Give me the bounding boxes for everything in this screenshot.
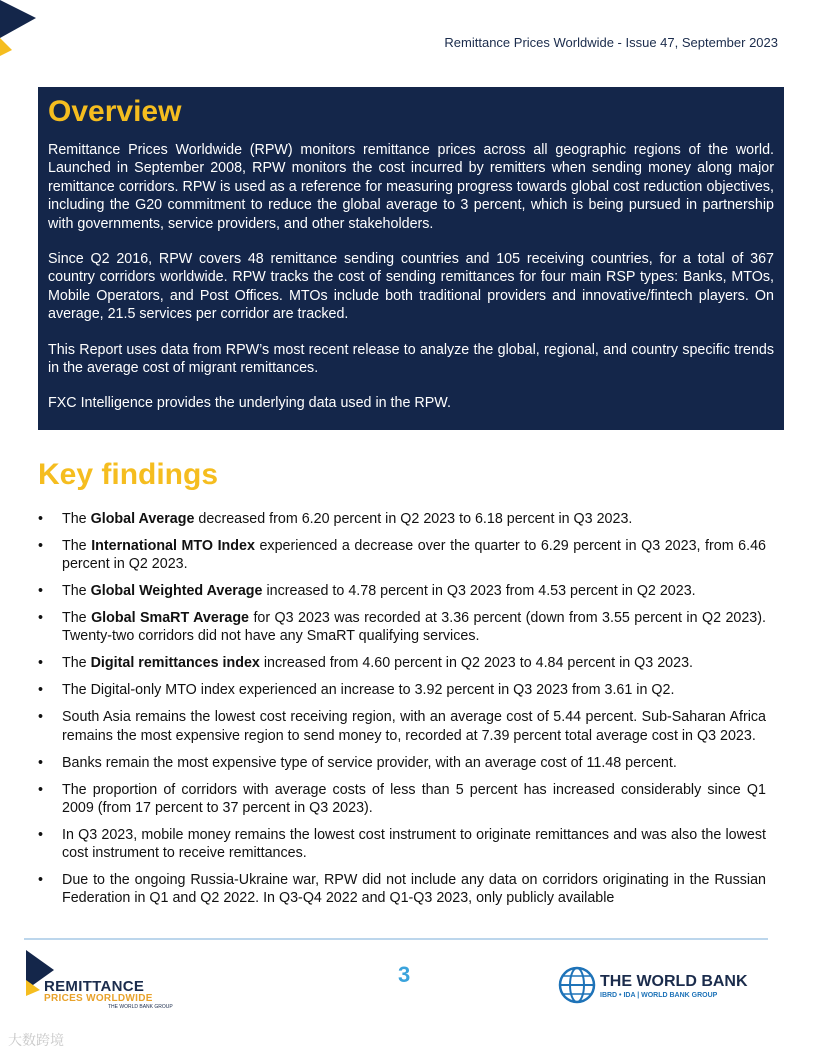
bullet-icon: • [38,781,44,798]
overview-paragraph: Remittance Prices Worldwide (RPW) monitors remittance prices across all geographic regions of the world. Launched in September 2008, RPW monitors the cost incurred by remitters when sending money along major remittance corridors. RPW is used as a reference for measuring progress towards global cost reduction objectives, including the G20 commitment to reduce the global average to 3 percent, which is being pursued in partnership with governments, service providers, and other stakeholders. [48,142,774,232]
page-number: 3 [398,962,411,987]
world-bank-logo-title: THE WORLD BANK [600,973,748,990]
finding-item: • The Global SmaRT Average for Q3 2023 was recorded at 3.36 percent (down from 3.55 percent in Q2 2023). Twenty-two corridors did not have any SmaRT qualifying services. [38,610,766,645]
world-bank-logo [558,966,758,1006]
finding-item: • The Digital-only MTO index experienced an increase to 3.92 percent in Q3 2023 from 3.61 in Q2. [38,682,675,699]
finding-item: • The Global Average decreased from 6.20 percent in Q2 2023 to 6.18 percent in Q3 2023. [38,511,633,527]
bullet-icon: • [38,754,44,771]
watermark: 大数跨境 [8,1032,64,1048]
overview-paragraph: FXC Intelligence provides the underlying data used in the RPW. [48,395,451,412]
finding-item: • In Q3 2023, mobile money remains the lowest cost instrument to originate remittances and was also the lowest cost instrument to receive remittances. [38,826,766,862]
key-findings-title: Key findings [38,458,219,491]
finding-item: • The Global Weighted Average increased to 4.78 percent in Q3 2023 from 4.53 percent in Q2 2023. [38,583,696,600]
finding-item: • The International MTO Index experienced a decrease over the quarter to 6.29 percent in Q3 2023, from 6.46 percent in Q2 2023. [38,538,766,573]
overview-box [38,87,784,430]
bullet-icon: • [38,511,44,527]
rpw-logo [24,950,184,1012]
bullet-icon: • [38,538,44,554]
rpw-logo-line1: REMITTANCE [44,978,145,995]
world-bank-logo-subtitle: IBRD • IDA | WORLD BANK GROUP [600,992,718,999]
overview-title: Overview [48,95,182,128]
overview-paragraph: Since Q2 2016, RPW covers 48 remittance sending countries and 105 receiving countries, for a total of 367 country corridors worldwide. RPW tracks the cost of sending remittances for four main RSP types: Banks, MTOs, Mobile Operators, and Post Offices. MTOs include both traditional providers and innovative/fintech players. On average, 21.5 services per corridor are tracked. [48,251,774,323]
overview-paragraph: This Report uses data from RPW’s most recent release to analyze the global, regional, and country specific trends in the average cost of migrant remittances. [48,341,774,377]
bullet-icon: • [38,682,44,699]
footer-divider [24,938,768,940]
finding-item: • The Digital remittances index increased from 4.60 percent in Q2 2023 to 4.84 percent in Q3 2023. [38,655,693,672]
key-findings-list [38,510,766,916]
bullet-icon: • [38,583,44,600]
bullet-icon: • [38,709,44,726]
finding-item: • The proportion of corridors with average costs of less than 5 percent has increased considerably since Q1 2009 (from 17 percent to 37 percent in Q3 2023). [38,781,766,816]
header-title: Remittance Prices Worldwide - Issue 47, September 2023 [444,35,778,50]
finding-item: • Banks remain the most expensive type of service provider, with an average cost of 11.48 percent. [38,754,677,771]
finding-item: • Due to the ongoing Russia-Ukraine war, RPW did not include any data on corridors originating in the Russian Federation in Q1 and Q2 2022. In Q3-Q4 2022 and Q1-Q3 2023, only publicly available [38,872,766,907]
rpw-logo-line2: PRICES WORLDWIDE [44,993,153,1004]
rpw-logo-line3: THE WORLD BANK GROUP [108,1004,173,1010]
finding-item: • South Asia remains the lowest cost receiving region, with an average cost of 5.44 percent. Sub-Saharan Africa remains the most expensive region to send money to, recorded at 7.39 percent total average cost in Q3 2023. [38,709,766,744]
bullet-icon: • [38,826,44,843]
corner-triangle-decoration [0,0,40,60]
bullet-icon: • [38,610,44,627]
bullet-icon: • [38,872,44,889]
bullet-icon: • [38,655,44,672]
globe-icon [558,966,596,1004]
